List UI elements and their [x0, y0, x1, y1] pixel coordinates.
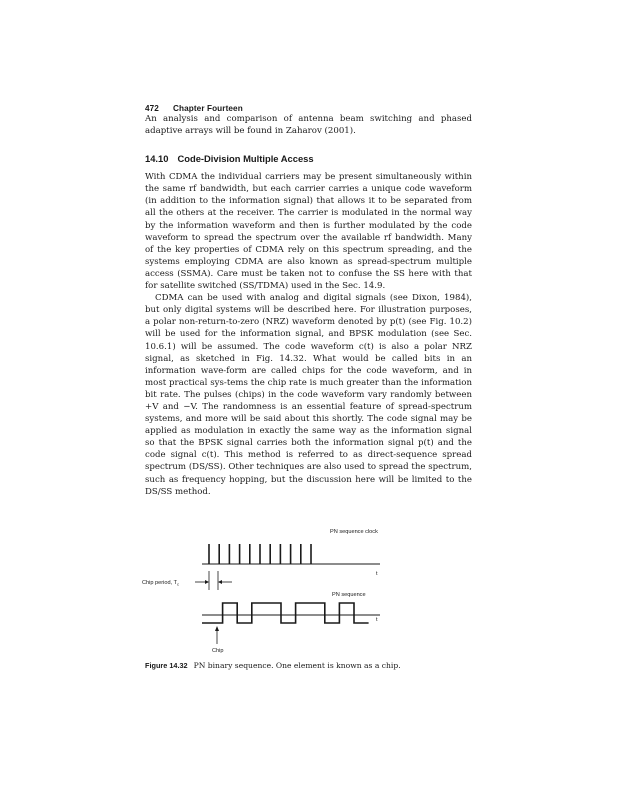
intro-paragraph: An analysis and comparison of antenna beam switching and phased adaptive arrays will be found in Zaharov (2001). — [145, 114, 472, 137]
chapter-title: Chapter Fourteen — [172, 104, 243, 113]
section-paragraph-2: CDMA can be used with analog and digital signals (see Dixon, 1984), but only digital systems will be described here. For illustration purposes, a polar non-return-to-zero (NRZ) waveform denoted by p(t) (see Fig. 10.2) will be used for the information signal, and BPSK modulation (see Sec. 10.6.1) will be assumed. The code waveform c(t) is also a polar NRZ signal, as sketched in Fig. 14.32. What would be called bits in an information wave-form are called chips for the code waveform, and in most practical sys-tems the chip rate is much greater than the information bit rate. The pulses (chips) in the code waveform vary randomly between +V and −V. The randomness is an essential feature of spread-spectrum systems, and more will be said about this shortly. The code signal may be applied as modulation in exactly the same way as the information signal so that the BPSK signal carries both the information signal p(t) and the code signal c(t). This method is referred to as direct-sequence spread spectrum (DS/SS). Other techniques are also used to spread the spectrum, such as frequency hopping, but the discussion here will be limited to the DS/SS method. — [145, 293, 472, 497]
arrowhead-left-icon — [218, 580, 222, 584]
section-heading — [145, 153, 472, 164]
t-label-top: t — [376, 571, 378, 577]
arrowhead-right-icon — [205, 580, 209, 584]
sequence-label: PN sequence — [332, 592, 366, 598]
chip-period-label: Chip period, $T_c$ — [142, 580, 180, 587]
running-head — [145, 104, 472, 113]
chip-label: Chip — [212, 648, 224, 654]
section-paragraph-1: With CDMA the individual carriers may be present simultaneously within the same rf bandwidth, but each carrier carries a unique code waveform (in addition to the information signal) that allows it to be separated from all the others at the receiver. The carrier is modulated in the normal way by the information waveform and then is further modulated by the code waveform to spread the spectrum over the available rf bandwidth. Many of the key properties of CDMA rely on this spectrum spreading, and the systems employing CDMA are also known as spread-spectrum multiple access (SSMA). Care must be taken not to confuse the SS here with that for satellite switched (SS/TDMA) used in the Sec. 14.9. — [145, 172, 472, 292]
pn-sequence-diagram — [140, 524, 480, 664]
page-content — [145, 104, 472, 498]
pn-sequence-waveform — [202, 603, 369, 623]
t-label-bottom: t — [376, 617, 378, 623]
clock-pulses — [209, 544, 311, 564]
clock-label: PN sequence clock — [330, 529, 378, 535]
figure-pn-sequence — [140, 524, 480, 664]
figure-caption — [145, 661, 475, 671]
caption-text: PN binary sequence. One element is known as a chip. — [193, 661, 401, 670]
caption-label: Figure 14.32 — [145, 661, 188, 670]
arrowhead-up-icon — [215, 626, 219, 631]
page-number: 472 — [145, 104, 159, 113]
section-number: 14.10 — [145, 153, 169, 165]
section-title: Code-Division Multiple Access — [177, 153, 314, 165]
